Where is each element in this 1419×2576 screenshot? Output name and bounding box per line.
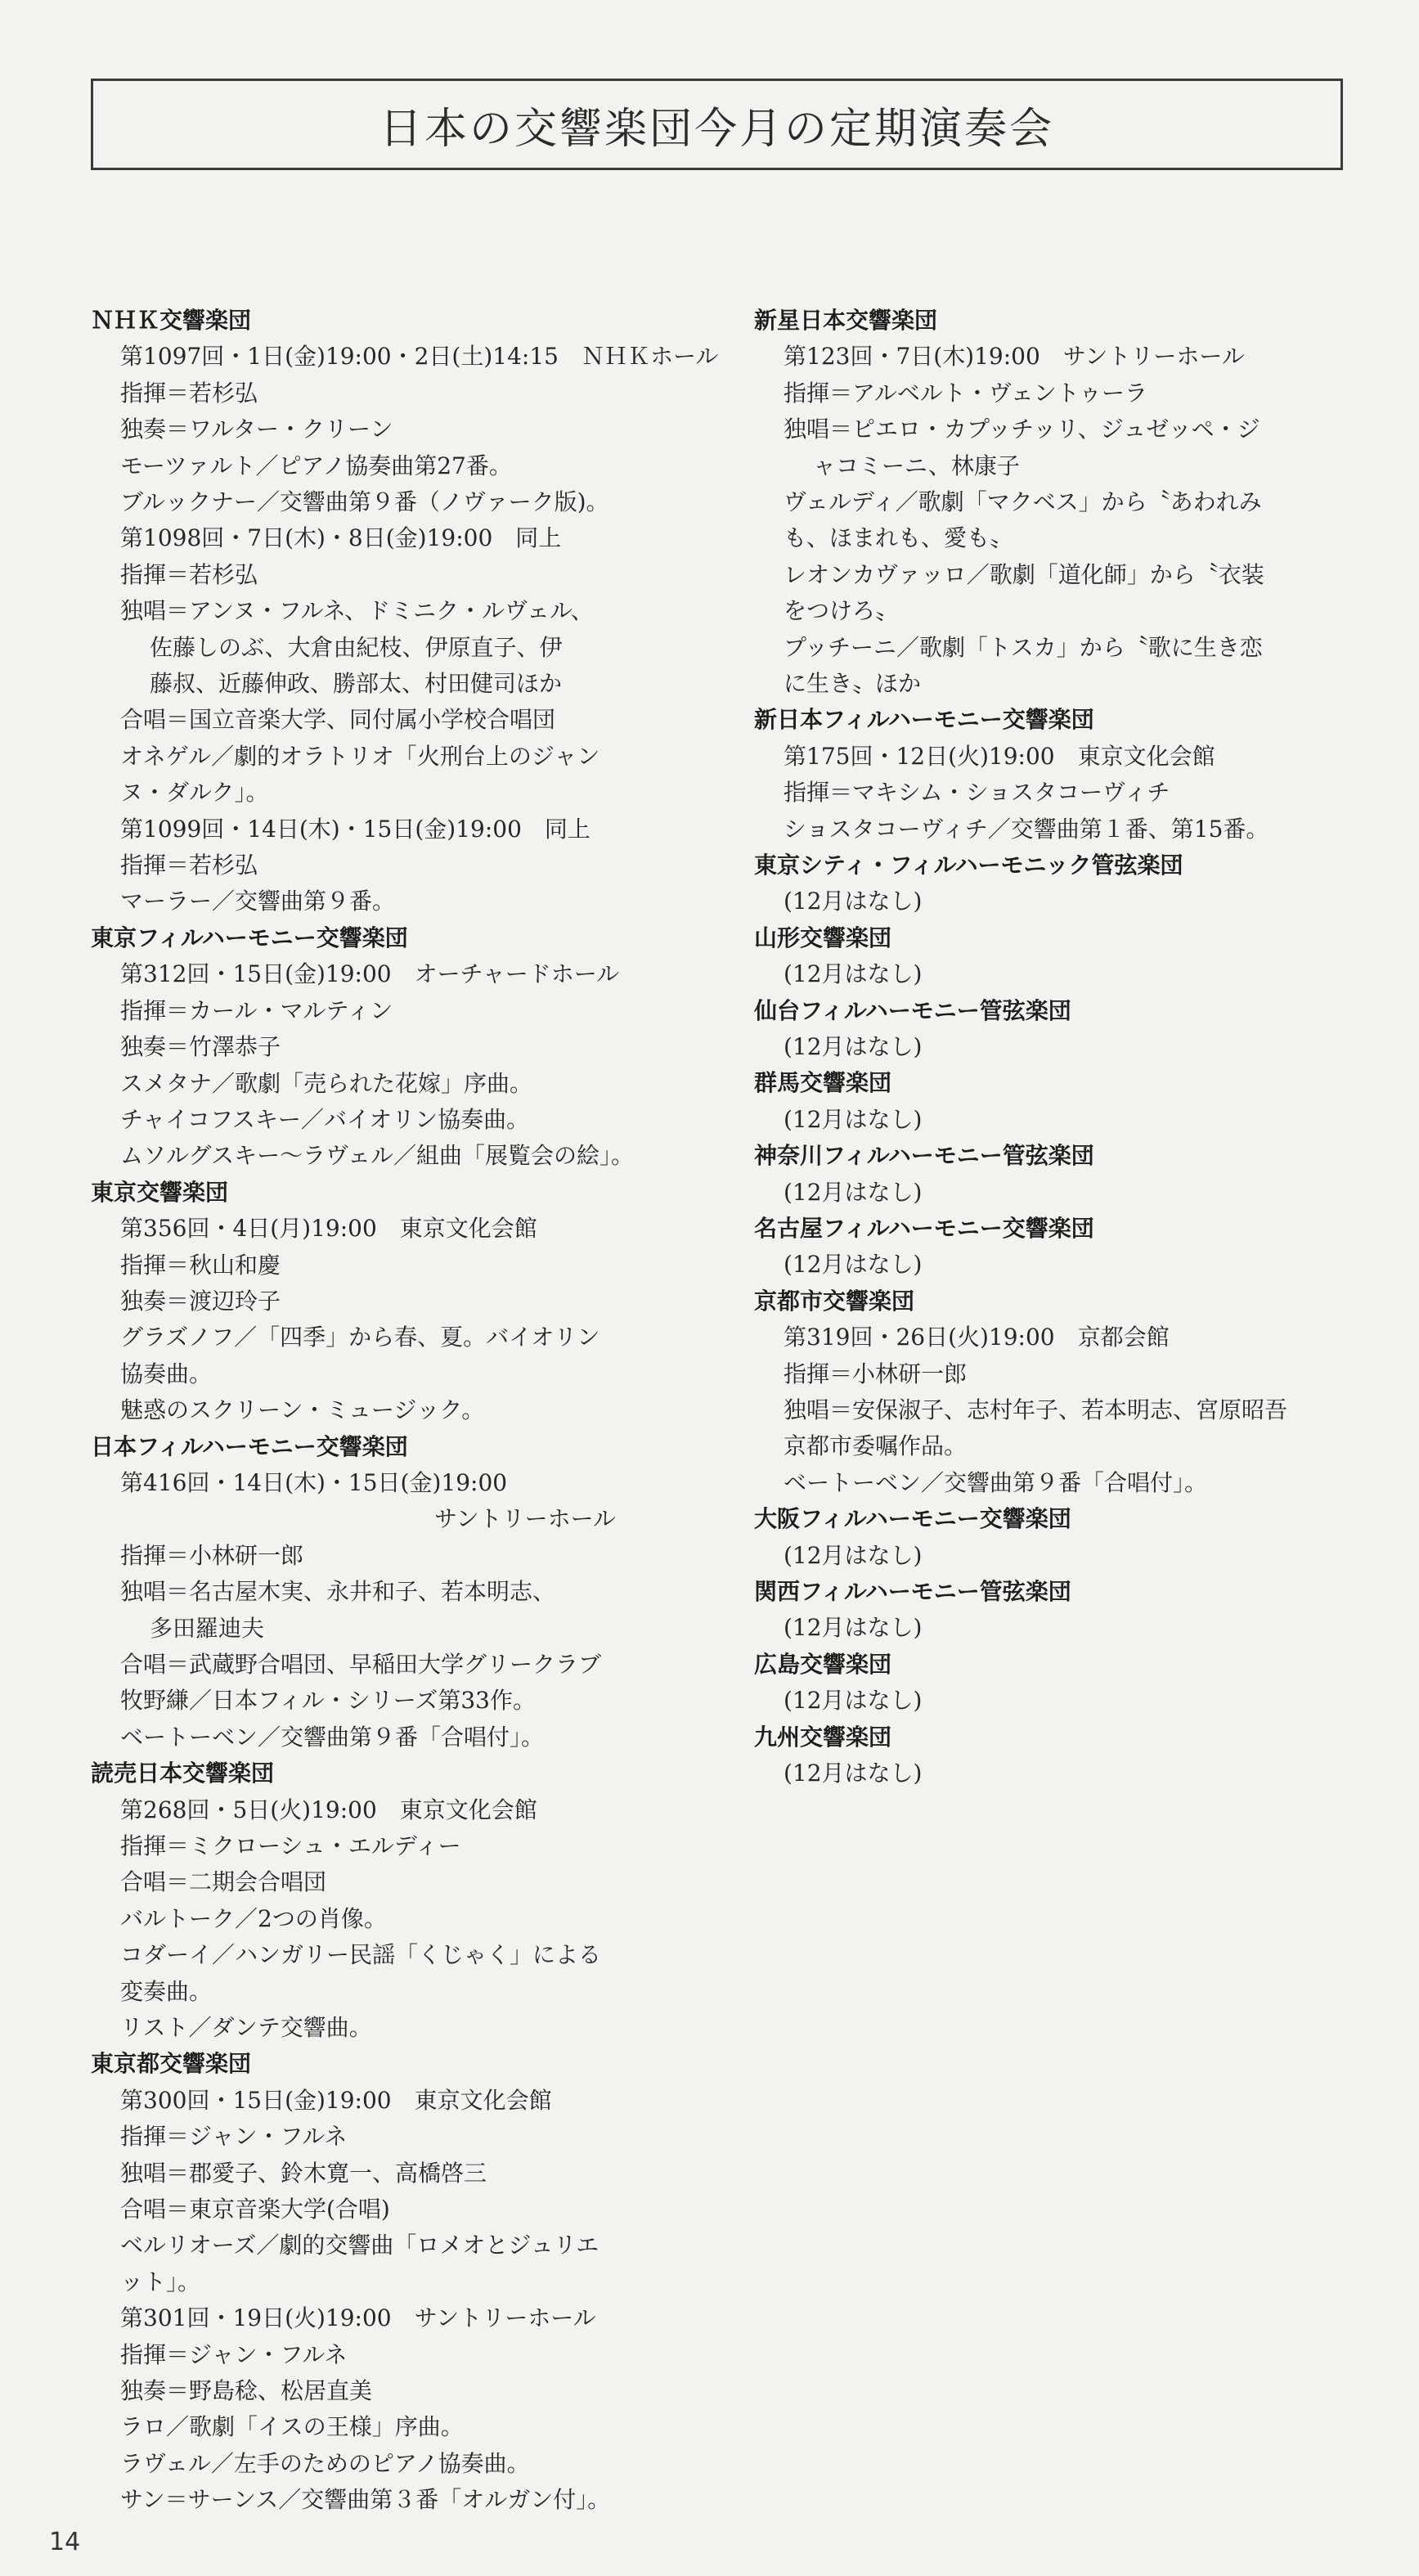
title-box <box>91 79 1343 170</box>
orchestra-name: 山形交響楽団 <box>754 924 892 951</box>
program-line: ショスタコーヴィチ／交響曲第１番、第15番。 <box>784 815 1269 843</box>
program-line: 魅惑のスクリーン・ミュージック。 <box>120 1396 485 1424</box>
program-line: (12月はなし) <box>784 1541 923 1569</box>
program-line: 独唱＝安保淑子、志村年子、若本明志、宮原昭吾 <box>784 1396 1288 1424</box>
program-line: 指揮＝若杉弘 <box>120 852 258 879</box>
program-line: 独奏＝野島稔、松居直美 <box>120 2377 373 2405</box>
program-line: 指揮＝マキシム・ショスタコーヴィチ <box>784 779 1170 807</box>
program-line: チャイコフスキー／バイオリン協奏曲。 <box>120 1105 530 1133</box>
right-column <box>754 303 1343 1792</box>
orchestra-name: ＮＨＫ交響楽団 <box>91 307 252 334</box>
orchestra-entry <box>754 1574 1343 1647</box>
orchestra-entry <box>754 1065 1343 1138</box>
program-line: 第1097回・1日(金)19:00・2日(土)14:15 ＮＨＫホール <box>120 343 719 371</box>
program-line: マーラー／交響曲第９番。 <box>120 888 396 915</box>
program-line: 合唱＝武蔵野合唱団、早稲田大学グリークラブ <box>120 1650 602 1678</box>
page-number: 14 <box>49 2528 81 2556</box>
orchestra-entry <box>754 920 1343 993</box>
program-line: 独奏＝ワルター・クリーン <box>120 416 393 443</box>
program-line: ラヴェル／左手のためのピアノ協奏曲。 <box>120 2449 530 2477</box>
program-line: 指揮＝小林研一郎 <box>120 1541 304 1569</box>
program-line: ムソルグスキー～ラヴェル／組曲「展覧会の絵」。 <box>120 1142 635 1170</box>
program-line: 指揮＝アルベルト・ヴェントゥーラ <box>784 379 1148 407</box>
program-line: 独奏＝渡辺玲子 <box>120 1287 281 1315</box>
program-line: ット」。 <box>120 2268 201 2295</box>
program-line: 第301回・19日(火)19:00 サントリーホール <box>120 2304 596 2332</box>
program-line: 変奏曲。 <box>120 1977 213 2005</box>
program-line: 第416回・14日(木)・15日(金)19:00 <box>120 1468 508 1496</box>
program-line: 多田羅迪夫 <box>150 1614 265 1642</box>
program-line: ベルリオーズ／劇的交響曲「ロメオとジュリエ <box>120 2232 599 2259</box>
program-line: 指揮＝若杉弘 <box>120 379 258 407</box>
program-line: 佐藤しのぶ、大倉由紀枝、伊原直子、伊 <box>150 633 563 661</box>
program-line: 指揮＝ジャン・フルネ <box>120 2123 348 2151</box>
program-line: グラズノフ／「四季」から春、夏。バイオリン <box>120 1324 600 1351</box>
orchestra-entry <box>91 1175 688 1429</box>
orchestra-entry <box>754 702 1343 847</box>
orchestra-name: 読売日本交響楽団 <box>91 1760 275 1787</box>
program-line: 独奏＝竹澤恭子 <box>120 1033 281 1061</box>
program-line: スメタナ／歌劇「売られた花嫁」序曲。 <box>120 1069 533 1097</box>
orchestra-entry <box>754 1138 1343 1211</box>
orchestra-name: 九州交響楽団 <box>754 1723 892 1751</box>
program-line: 第123回・7日(木)19:00 サントリーホール <box>784 343 1245 371</box>
orchestra-entry <box>754 1647 1343 1720</box>
program-line: ベートーベン／交響曲第９番「合唱付」。 <box>784 1468 1208 1496</box>
program-line: 独唱＝名古屋木実、永井和子、若本明志、 <box>120 1578 556 1606</box>
program-line: サン＝サーンス／交響曲第３番「オルガン付」。 <box>120 2486 611 2514</box>
program-line: 指揮＝秋山和慶 <box>120 1251 281 1279</box>
orchestra-name: 神奈川フィルハーモニー管弦楽団 <box>754 1142 1094 1170</box>
program-line: も、ほまれも、愛も〟 <box>784 524 1013 552</box>
orchestra-name: 群馬交響楽団 <box>754 1069 892 1097</box>
program-line: サントリーホール <box>434 1505 617 1533</box>
orchestra-entry <box>754 1501 1343 1574</box>
program-line: 合唱＝東京音楽大学(合唱) <box>120 2196 390 2223</box>
program-line: 独唱＝郡愛子、鈴木寛一、高橋啓三 <box>120 2159 487 2187</box>
program-line: に生き〟ほか <box>784 670 922 698</box>
program-line: (12月はなし) <box>784 1687 923 1715</box>
orchestra-name: 新日本フィルハーモニー交響楽団 <box>754 706 1094 734</box>
program-line: モーツァルト／ピアノ協奏曲第27番。 <box>120 452 512 479</box>
program-line: 合唱＝二期会合唱団 <box>120 1868 327 1896</box>
program-line: コダーイ／ハンガリー民謡「くじゃく」による <box>120 1941 602 1969</box>
orchestra-name: 日本フィルハーモニー交響楽団 <box>91 1432 408 1460</box>
program-line: (12月はなし) <box>784 1105 923 1133</box>
orchestra-name: 東京都交響楽団 <box>91 2050 252 2078</box>
program-line: 第356回・4日(月)19:00 東京文化会館 <box>120 1215 537 1243</box>
program-line: 第175回・12日(火)19:00 東京文化会館 <box>784 742 1215 770</box>
program-line: ブルックナー／交響曲第９番（ノヴァーク版)。 <box>120 488 609 516</box>
program-line: バルトーク／2つの肖像。 <box>120 1904 387 1932</box>
program-line: をつけろ〟 <box>784 597 899 625</box>
program-line: 指揮＝ジャン・フルネ <box>120 2340 348 2368</box>
program-line: (12月はなし) <box>784 1251 923 1279</box>
program-line: 独唱＝アンヌ・フルネ、ドミニク・ルヴェル、 <box>120 597 594 625</box>
program-line: ャコミーニ、林康子 <box>813 452 1020 479</box>
orchestra-name: 名古屋フィルハーモニー交響楽団 <box>754 1215 1094 1243</box>
orchestra-entry <box>754 1211 1343 1284</box>
orchestra-name: 東京シティ・フィルハーモニック管弦楽団 <box>754 852 1183 879</box>
program-line: 指揮＝若杉弘 <box>120 560 258 588</box>
program-line: リスト／ダンテ交響曲。 <box>120 2014 372 2042</box>
program-line: ラロ／歌劇「イスの王様」序曲。 <box>120 2413 464 2441</box>
program-line: 第268回・5日(火)19:00 東京文化会館 <box>120 1796 537 1823</box>
orchestra-entry <box>91 1756 688 2046</box>
program-line: 牧野縑／日本フィル・シリーズ第33作。 <box>120 1687 536 1715</box>
orchestra-entry <box>754 993 1343 1066</box>
program-line: (12月はなし) <box>784 960 923 988</box>
program-line: 合唱＝国立音楽大学、同付属小学校合唱団 <box>120 706 556 734</box>
orchestra-entry <box>91 1429 688 1756</box>
program-line: 第312回・15日(金)19:00 オーチャードホール <box>120 960 620 988</box>
program-line: プッチーニ／歌劇「トスカ」から〝歌に生き恋 <box>784 633 1263 661</box>
orchestra-name: 京都市交響楽団 <box>754 1287 915 1315</box>
program-line: 第1099回・14日(木)・15日(金)19:00 同上 <box>120 815 591 843</box>
orchestra-entry <box>754 1284 1343 1501</box>
program-line: 指揮＝小林研一郎 <box>784 1360 968 1387</box>
orchestra-name: 広島交響楽団 <box>754 1650 892 1678</box>
program-line: 第1098回・7日(木)・8日(金)19:00 同上 <box>120 524 562 552</box>
program-line: (12月はなし) <box>784 1178 923 1206</box>
orchestra-entry <box>754 303 1343 702</box>
program-line: (12月はなし) <box>784 1760 923 1787</box>
program-line: ヌ・ダルク」。 <box>120 779 269 807</box>
orchestra-name: 仙台フィルハーモニー管弦楽団 <box>754 996 1071 1024</box>
program-line: (12月はなし) <box>784 888 923 915</box>
page-title: 日本の交響楽団今月の定期演奏会 <box>379 104 1054 154</box>
program-line: 指揮＝ミクローシュ・エルディー <box>120 1832 461 1859</box>
orchestra-entry <box>91 2046 688 2518</box>
orchestra-name: 関西フィルハーモニー管弦楽団 <box>754 1578 1071 1606</box>
program-line: オネゲル／劇的オラトリオ「火刑台上のジャン <box>120 742 600 770</box>
orchestra-name: 大阪フィルハーモニー交響楽団 <box>754 1505 1071 1533</box>
orchestra-name: 東京交響楽団 <box>91 1178 229 1206</box>
orchestra-entry <box>754 847 1343 920</box>
program-line: 協奏曲。 <box>120 1360 213 1387</box>
program-line: 第319回・26日(火)19:00 京都会館 <box>784 1324 1170 1351</box>
orchestra-entry <box>91 920 688 1175</box>
program-line: 指揮＝カール・マルティン <box>120 996 393 1024</box>
program-line: (12月はなし) <box>784 1614 923 1642</box>
orchestra-name: 新星日本交響楽団 <box>754 307 938 334</box>
program-line: (12月はなし) <box>784 1033 923 1061</box>
program-line: ベートーベン／交響曲第９番「合唱付」。 <box>120 1723 545 1751</box>
program-line: レオンカヴァッロ／歌劇「道化師」から〝衣装 <box>784 560 1264 588</box>
orchestra-name: 東京フィルハーモニー交響楽団 <box>91 924 408 951</box>
left-column <box>91 303 719 2519</box>
program-line: 第300回・15日(金)19:00 東京文化会館 <box>120 2086 552 2114</box>
program-line: 独唱＝ピエロ・カプッチッリ、ジュゼッペ・ジ <box>784 416 1260 443</box>
program-line: 藤叔、近藤伸政、勝部太、村田健司ほか <box>150 670 563 698</box>
orchestra-entry <box>91 303 719 920</box>
orchestra-entry <box>754 1720 1343 1792</box>
program-line: 京都市委嘱作品。 <box>784 1432 968 1460</box>
program-line: ヴェルディ／歌劇「マクベス」から〝あわれみ <box>784 488 1262 516</box>
